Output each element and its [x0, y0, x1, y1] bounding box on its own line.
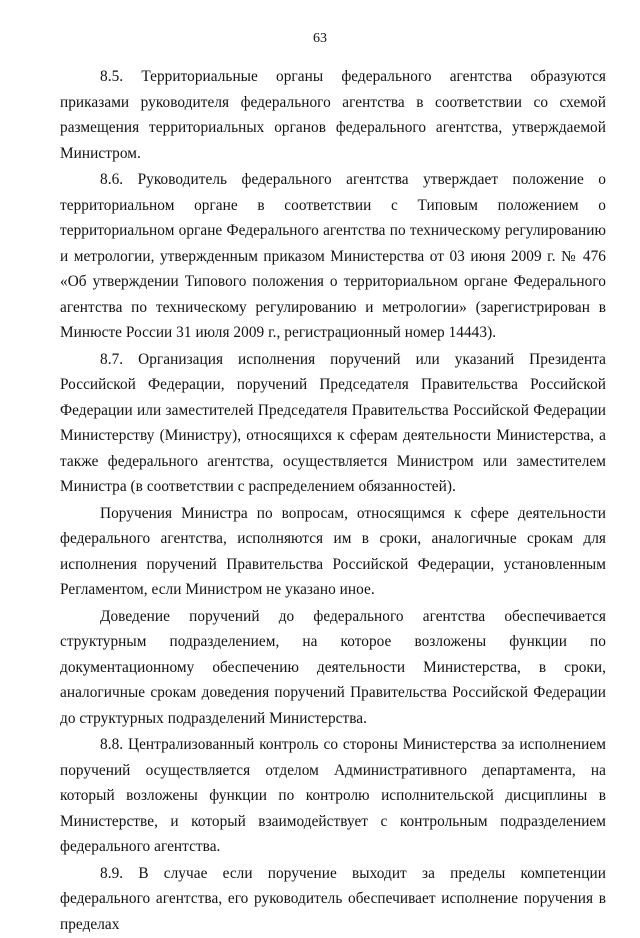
paragraph-8-6: 8.6. Руководитель федерального агентства утверждает положение о территориальном органе в соответствии с Типовым положением о территориальном органе Федерального агентства по техническому регулированию и метрологии, утвержденным приказом Министерства от 03 июня 2009 г. № 476 «Об утверждении Типового положения о территориальном органе Федерального агентства по техническому регулированию и метрологии» (зарегистрирован в Минюсте России 31 июля 2009 г., регистрационный номер 14443).: [60, 171, 606, 341]
paragraph-8-7: 8.7. Организация исполнения поручений или указаний Президента Российской Федерации, поручений Председателя Правительства Российской Федерации или заместителей Председателя Правительства Российской Федерации Министерству (Министру), относящихся к сферам деятельности Министерства, а также федерального агентства, осуществляется Министром или заместителем Министра (в соответствии с распределением обязанностей).: [60, 350, 606, 495]
paragraph-8-9: 8.9. В случае если поручение выходит за пределы компетенции федерального агентства, его руководитель обеспечивает исполнение поручения в пределах: [60, 864, 606, 933]
page-number: 63: [313, 31, 327, 46]
paragraph-minister-orders: Поручения Министра по вопросам, относящимся к сфере деятельности федерального агентства, исполняются им в сроки, аналогичные срокам для исполнения поручений Правительства Российской Федерации, установленным Регламентом, если Министром не указано иное.: [60, 504, 606, 598]
document-body: [60, 64, 606, 938]
paragraph-orders-delivery: Доведение поручений до федерального агентства обеспечивается структурным подразделением, на которое возложены функции по документационному обеспечению деятельности Министерства, в сроки, аналогичные срокам доведения поручений Правительства Российской Федерации до структурных подразделений Министерства.: [60, 607, 606, 727]
paragraph-8-5: 8.5. Территориальные органы федерального агентства образуются приказами руководителя федерального агентства в соответствии со схемой размещения территориальных органов федерального агентства, утверждаемой Министром.: [60, 68, 606, 162]
paragraph-8-8: 8.8. Централизованный контроль со стороны Министерства за исполнением поручений осуществляется отделом Административного департамента, на который возложены функции по контролю исполнительской дисциплины в Министерстве, и который взаимодействует с контрольным подразделением федерального агентства.: [60, 736, 606, 855]
